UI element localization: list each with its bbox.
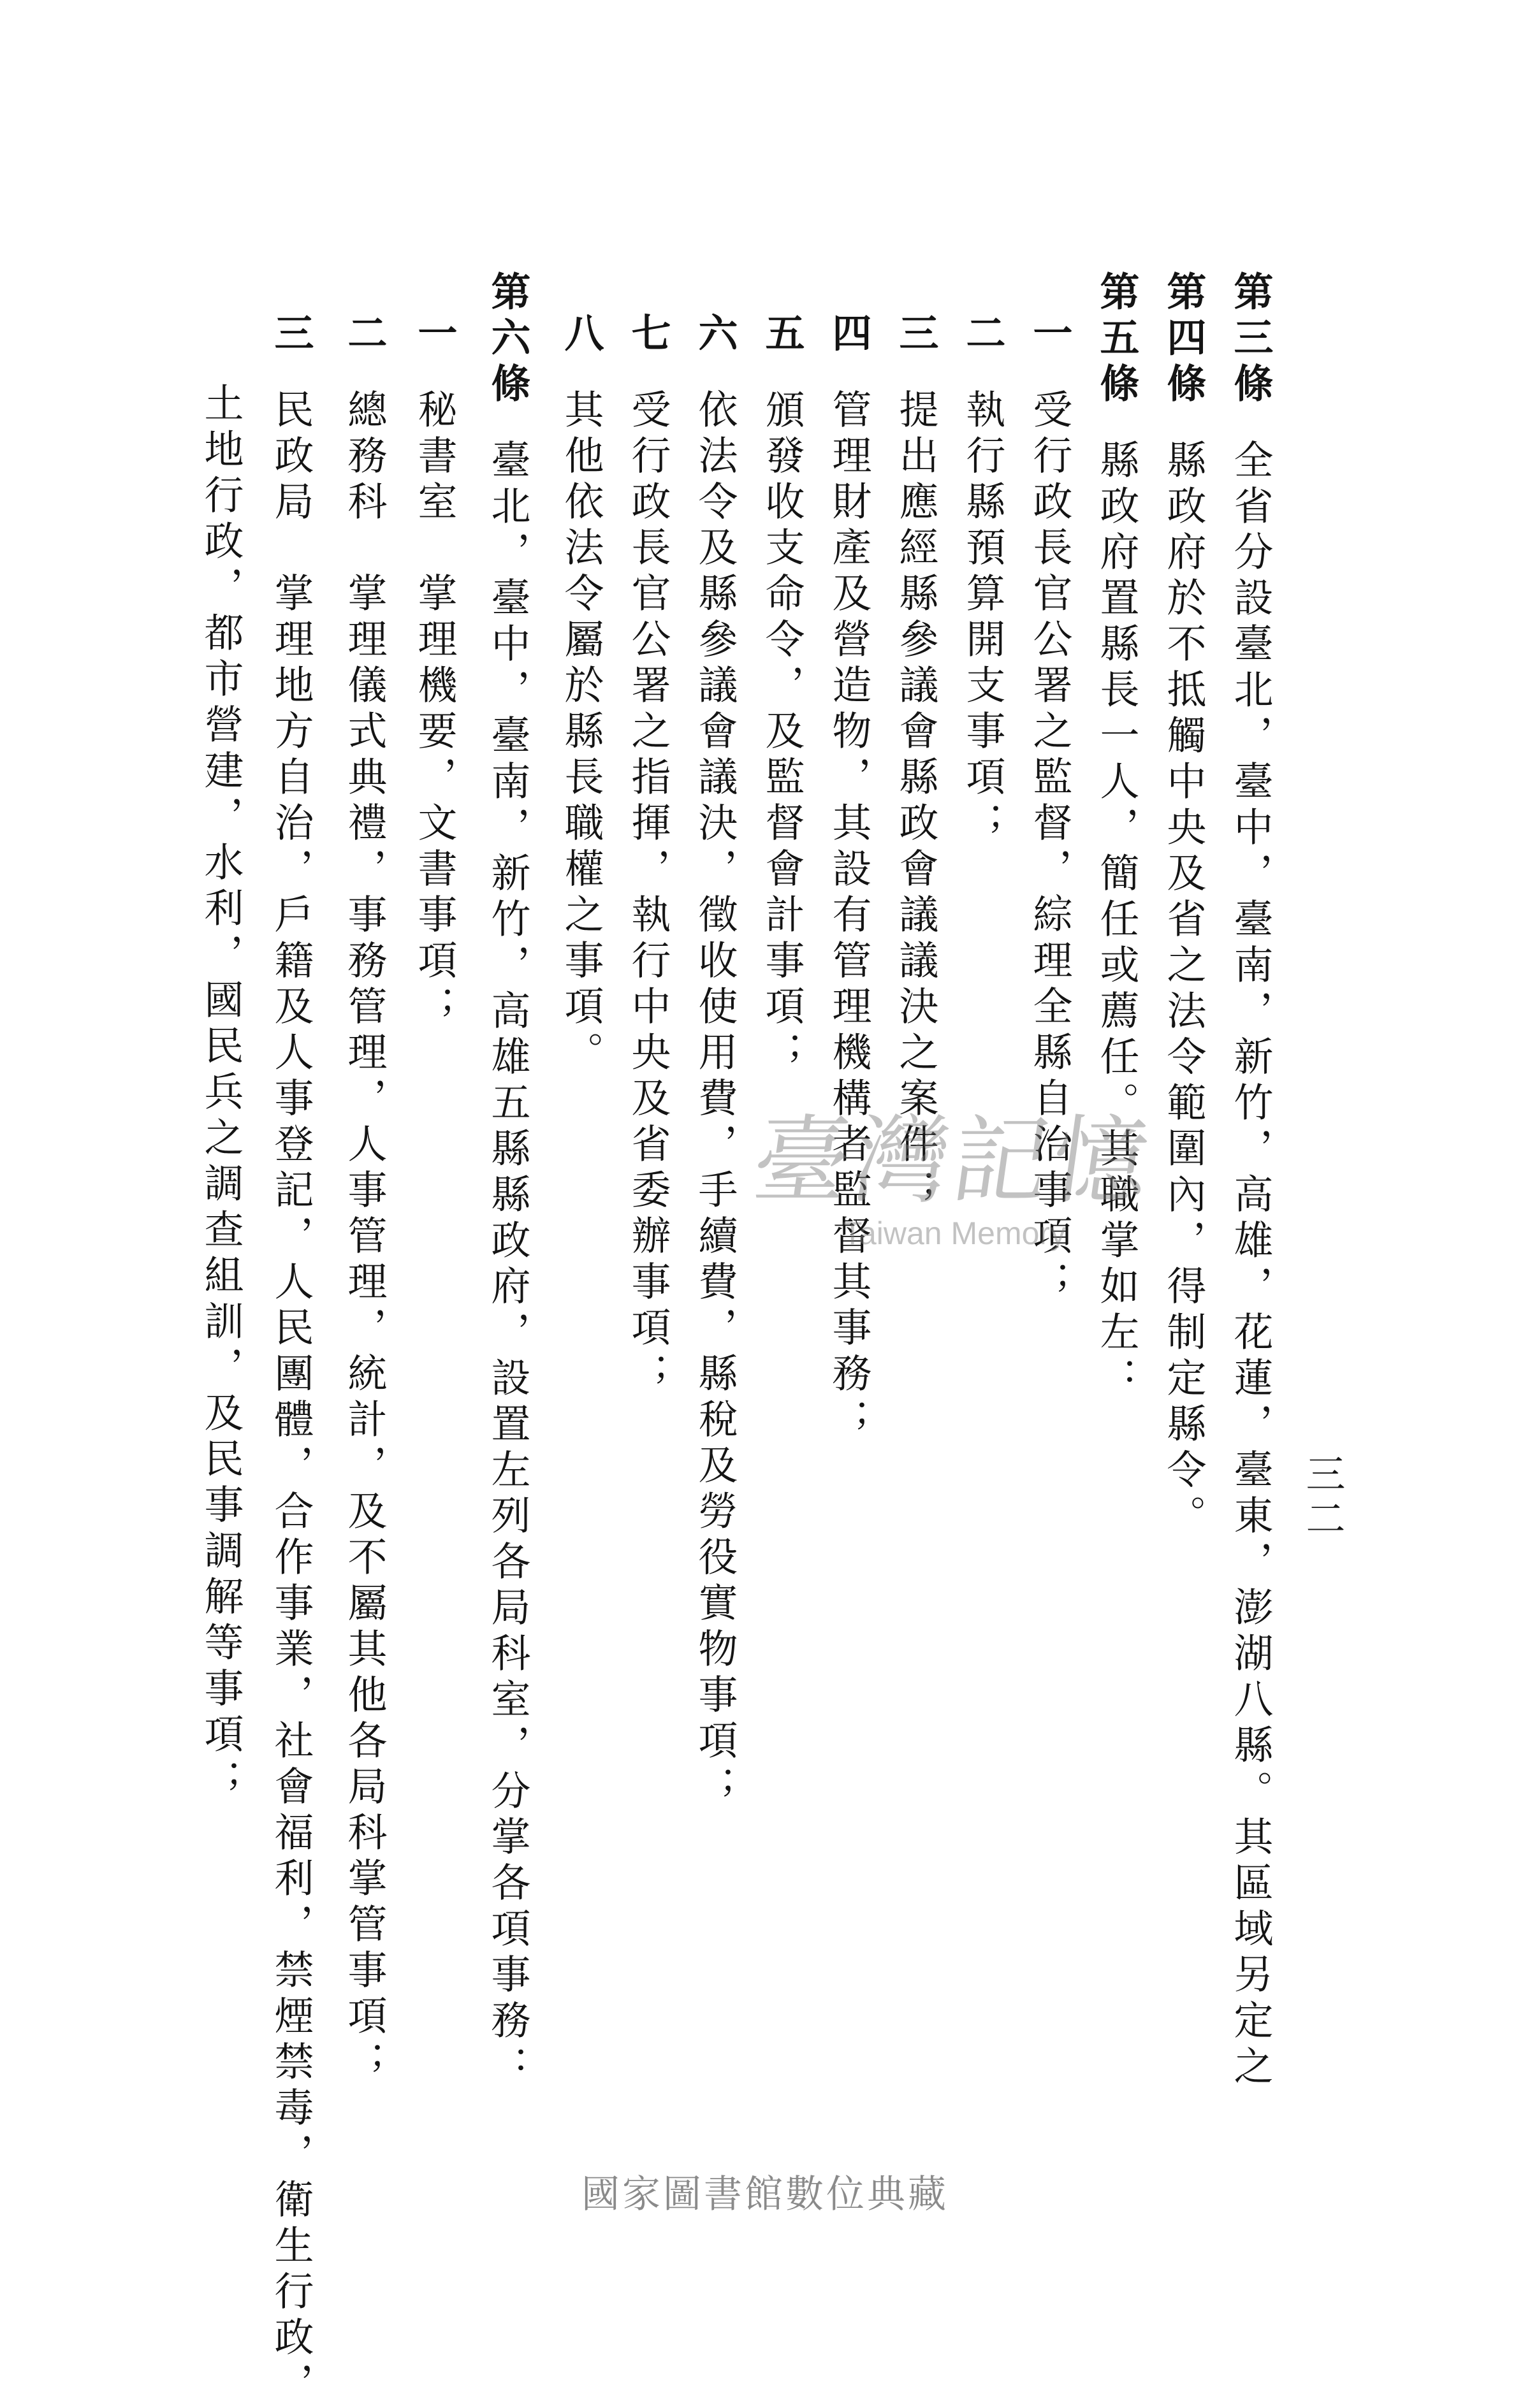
article-text: 全省分設臺北，臺中，臺南，新竹，高雄，花蓮，臺東，澎湖八縣。其區域另定之 <box>1227 439 1274 2091</box>
item-number: 四 <box>826 312 872 358</box>
article-3 <box>1227 271 1274 2091</box>
item-text: 民政局 掌理地方自治，戶籍及人事登記，人民團體，合作事業，社會福利，禁煙禁毒，衛生行政， <box>268 389 314 2408</box>
continuation-line <box>198 382 244 1805</box>
item-number: 七 <box>625 312 671 358</box>
article-lead: 第六條 <box>484 271 531 409</box>
page-number: 三二 <box>1299 1453 1346 1542</box>
list-item <box>558 312 604 1077</box>
list-item <box>759 312 805 1077</box>
item-number: 八 <box>558 312 604 358</box>
item-text: 總務科 掌理儀式典禮，事務管理，人事管理，統計，及不屬其他各局科掌管事項； <box>341 389 388 2087</box>
list-item <box>692 312 738 1811</box>
item-text: 土地行政，都市營建，水利，國民兵之調查組訓，及民事調解等事項； <box>198 382 244 1805</box>
item-text: 頒發收支命令，及監督會計事項； <box>759 389 805 1077</box>
article-lead: 第四條 <box>1160 271 1207 409</box>
list-item <box>411 312 458 1031</box>
item-number: 三 <box>268 312 314 358</box>
article-lead: 第三條 <box>1227 271 1274 409</box>
item-number: 六 <box>692 312 738 358</box>
item-text: 依法令及縣參議會議決，徵收使用費，手續費，縣稅及勞役實物事項； <box>692 389 738 1811</box>
taiwan-memory-watermark <box>746 1084 1160 1252</box>
list-item <box>625 312 671 1398</box>
list-item <box>892 312 939 1215</box>
item-text: 受行政長官公署之監督，綜理全縣自治事項； <box>1026 389 1073 1307</box>
item-text: 其他依法令屬於縣長職權之事項。 <box>558 389 604 1077</box>
item-text: 秘書室 掌理機要，文書事項； <box>411 389 458 1031</box>
list-item <box>826 312 872 1444</box>
article-4 <box>1160 271 1207 1541</box>
article-text: 縣政府於不抵觸中央及省之法令範圍內，得制定縣令。 <box>1160 439 1207 1541</box>
item-text: 管理財產及營造物，其設有管理機構者監督其事務； <box>826 389 872 1444</box>
article-text: 縣政府置縣長一人，簡任或薦任。其職掌如左： <box>1093 439 1140 1403</box>
watermark-chinese: 臺灣記憶 <box>746 1106 1160 1217</box>
item-text: 受行政長官公署之指揮，執行中央及省委辦事項； <box>625 389 671 1398</box>
item-number: 一 <box>411 312 458 358</box>
item-number: 三 <box>892 312 939 358</box>
item-number: 五 <box>759 312 805 358</box>
item-number: 二 <box>959 312 1006 358</box>
item-text: 提出應經縣參議會縣政會議議決之案件； <box>892 389 939 1215</box>
list-item <box>268 312 314 2408</box>
list-item <box>341 312 388 2087</box>
article-6 <box>484 271 531 2091</box>
item-text: 執行縣預算開支事項； <box>959 389 1006 848</box>
item-number: 二 <box>341 312 388 358</box>
item-number: 一 <box>1026 312 1073 358</box>
watermark-english: Taiwan Memory <box>842 1215 1067 1251</box>
list-item <box>959 312 1006 848</box>
article-text: 臺北，臺中，臺南，新竹，高雄五縣縣政府，設置左列各局科室，分掌各項事務： <box>484 439 531 2091</box>
article-lead: 第五條 <box>1093 271 1140 409</box>
footer-credit: 國家圖書館數位典藏 <box>581 2172 949 2217</box>
